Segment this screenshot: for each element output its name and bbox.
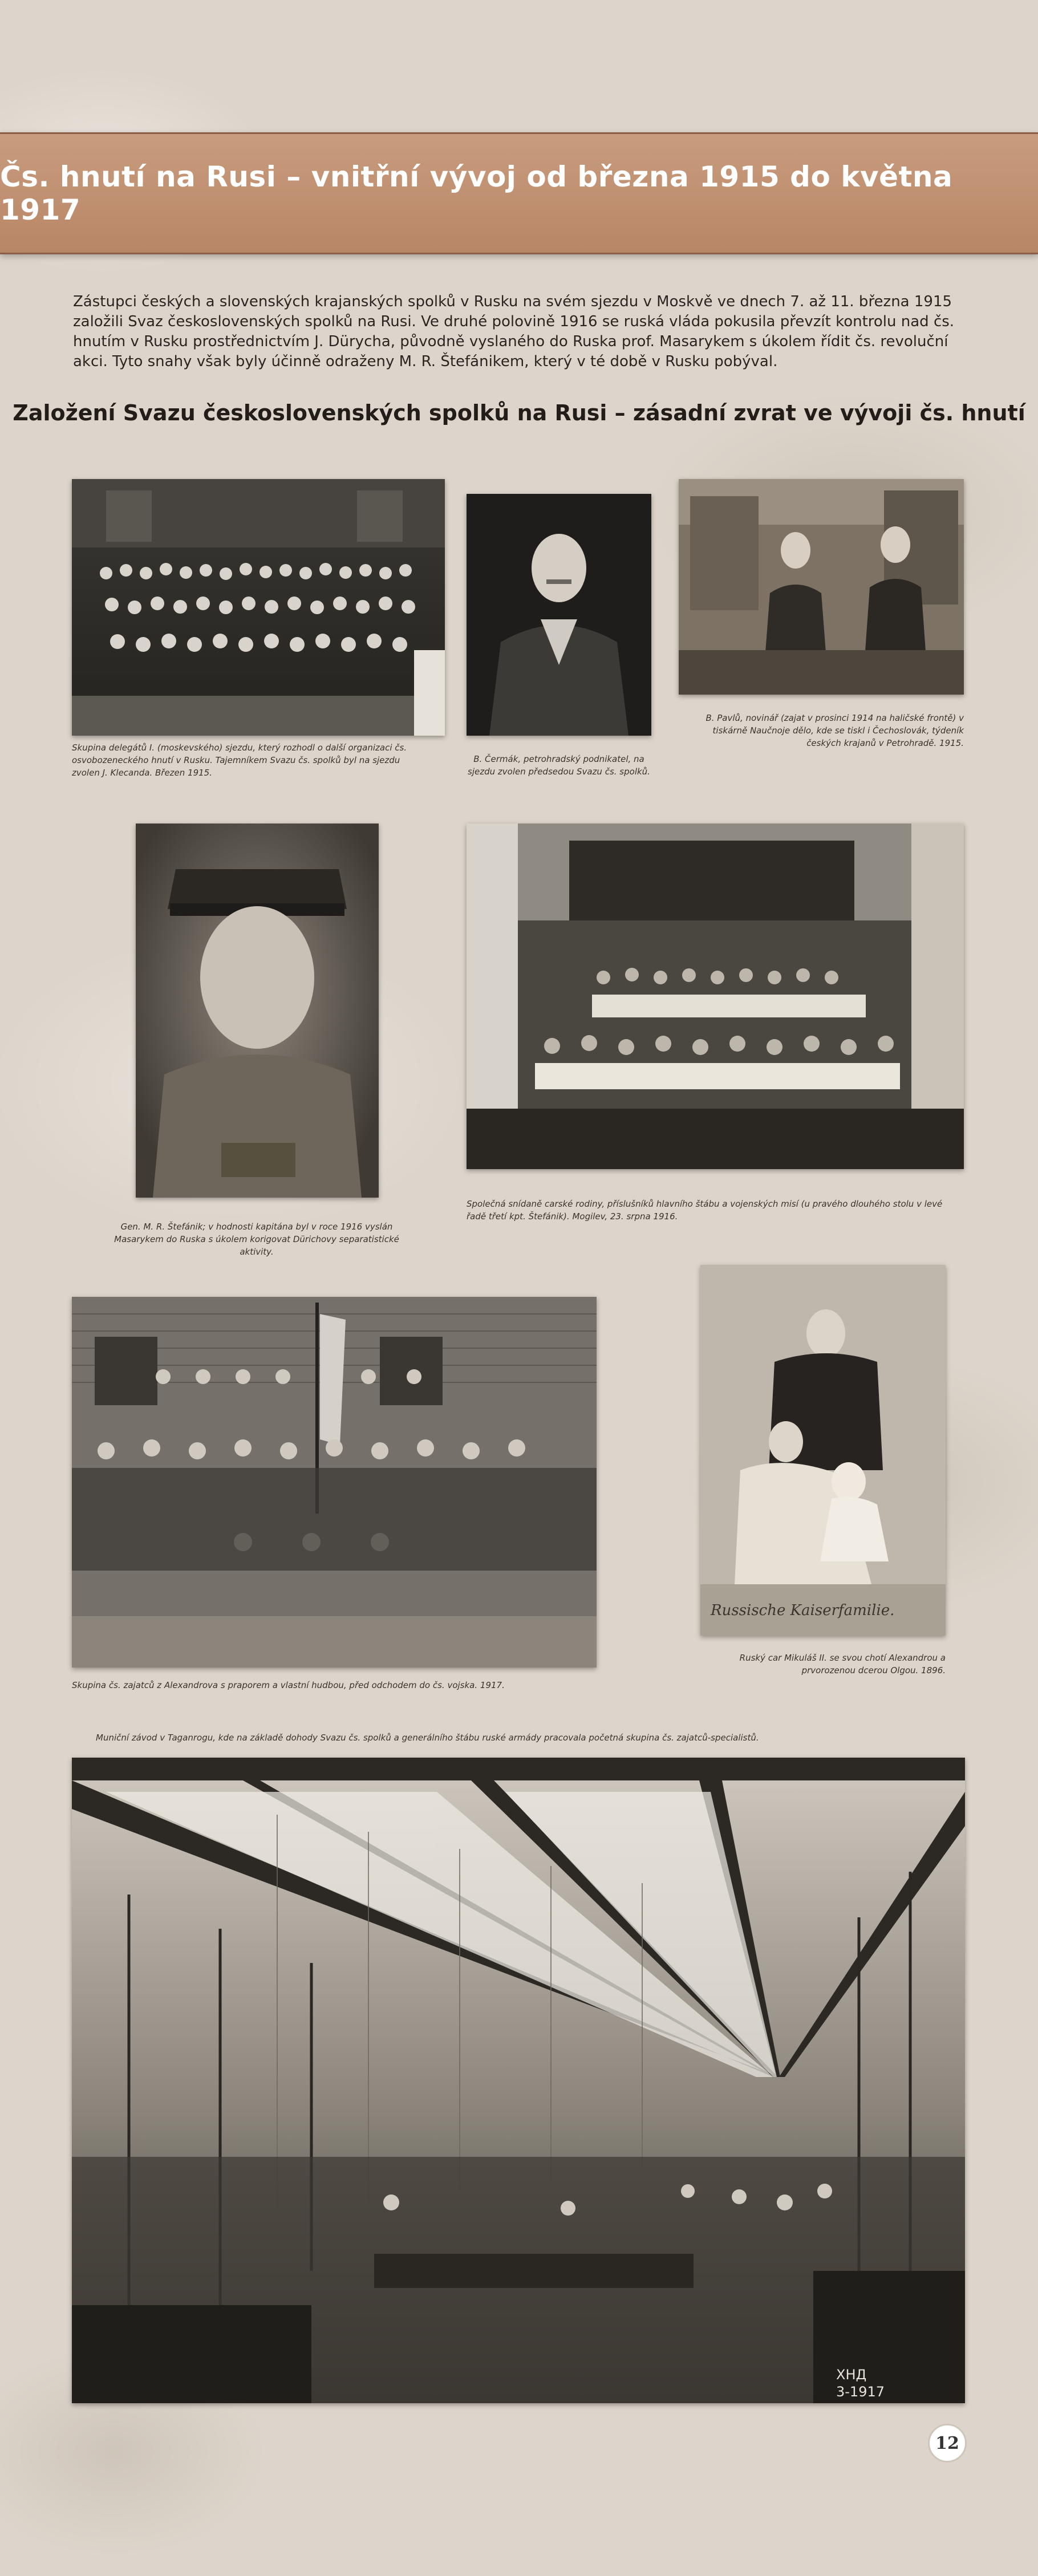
photo-munitions-factory <box>72 1758 965 2403</box>
caption-factory: Muniční závod v Taganrogu, kde na základě dohody Svazu čs. spolků a generálního štábu ruské armády pracovala početná skupina čs. zajatců-specialistů. <box>96 1733 759 1743</box>
page-number: 12 <box>928 2424 967 2463</box>
photo-imperial-breakfast <box>467 823 964 1169</box>
caption-delegates: Skupina delegátů I. (moskevského) sjezdu, který rozhodl o další organizaci čs. osvobozeneckého hnutí v Rusku. Tajemníkem Svazu čs. spolků byl na sjezdu zvolen J. Klecanda. Březen 1915. <box>72 743 407 778</box>
page-title: Čs. hnutí na Rusi – vnitřní vývoj od března 1915 do května 1917 <box>0 160 953 226</box>
factory-mark-2: 3-1917 <box>836 2384 885 2400</box>
caption-pavlu: B. Pavlů, novinář (zajat v prosinci 1914 na haličské frontě) v tiskárně Naučnoje dělo, kde se tiskl i Čechoslovák, týdeník českých krajanů v Petrohradě. 1915. <box>705 713 964 748</box>
caption-pow-group: Skupina čs. zajatců z Alexandrova s praporem a vlastní hudbou, před odchodem do čs. vojska. 1917. <box>72 1680 505 1690</box>
caption-breakfast: Společná snídaně carské rodiny, příslušníků hlavního štábu a vojenských misí (u pravého dlouhého stolu v levé řadě třetí kpt. Štefánik). Mogilev, 23. srpna 1916. <box>467 1199 943 1222</box>
photo-pavlu-printing <box>679 479 964 695</box>
photo-cermak <box>467 494 651 736</box>
caption-cermak: B. Čermák, petrohradský podnikatel, na sjezdu zvolen předsedou Svazu čs. spolků. <box>468 754 650 777</box>
section-subheading: Založení Svazu československých spolků na Rusi – zásadní zvrat ve vývoji čs. hnutí <box>13 400 1025 425</box>
title-banner <box>0 132 1038 254</box>
photo-stefanik <box>136 823 379 1198</box>
caption-tsar-family: Ruský car Mikuláš II. se svou chotí Alexandrou a prvorozenou dcerou Olgou. 1896. <box>739 1653 946 1676</box>
photo-congress-delegates <box>72 479 445 736</box>
factory-mark-1: ХНД <box>836 2367 867 2383</box>
intro-paragraph: Zástupci českých a slovenských krajanských spolků v Rusku na svém sjezdu v Moskvě ve dnech 7. až 11. března 1915 založili Svaz československých spolků na Rusi. Ve druhé polovině 1916 se ruská vláda pokusila převzít kontrolu nad čs. hnutím v Rusku prostřednictvím J. Dürycha, původně vyslaného do Ruska prof. Masarykem s úkolem řídit čs. revoluční akci. Tyto snahy však byly účinně odraženy M. R. Štefánikem, který v té době v Rusku pobýval. <box>73 293 955 370</box>
photo-tsar-family <box>700 1265 946 1636</box>
tsar-photo-inscription: Russische Kaiserfamilie. <box>711 1602 895 1619</box>
caption-stefanik: Gen. M. R. Štefánik; v hodnosti kapitána byl v roce 1916 vyslán Masarykem do Ruska s úkolem korigovat Dürichovy separatistické aktivity. <box>114 1222 399 1257</box>
photo-pow-group <box>72 1297 597 1668</box>
